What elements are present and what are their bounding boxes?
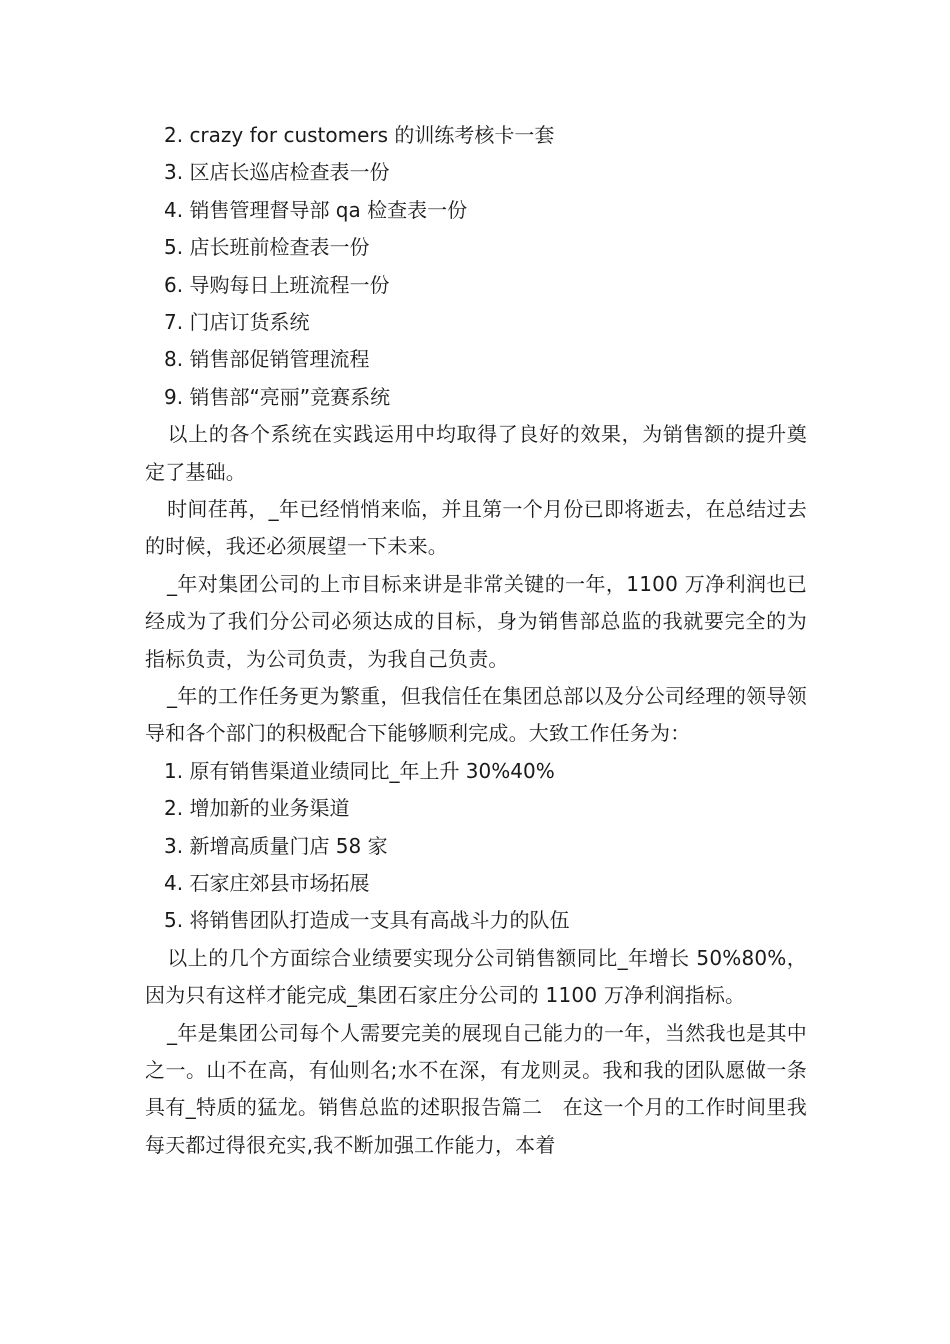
list-item: 5. 将销售团队打造成一支具有高战斗力的队伍: [164, 908, 570, 933]
list-item: 2. 增加新的业务渠道: [164, 796, 350, 821]
paragraph: [145, 678, 807, 753]
list-item: 1. 原有销售渠道业绩同比_年上升 30%40%: [164, 758, 555, 783]
list-item: 3. 区店长巡店检查表一份: [164, 160, 390, 185]
paragraph-text: 以上的各个系统在实践运用中均取得了良好的效果，为销售额的提升奠定了基础。: [145, 422, 807, 484]
paragraph: [145, 491, 807, 566]
paragraph: [145, 940, 807, 1015]
paragraph-text: _年是集团公司每个人需要完美的展现自己能力的一年，当然我也是其中之一。山不在高，有仙则名;水不在深，有龙则灵。我和我的团队愿做一条具有_特质的猛龙。销售总监的述职报告篇二 在这一个月的工作时间里我每天都过得很充实,我不断加强工作能力，本着: [145, 1020, 807, 1157]
paragraph-text: _年的工作任务更为繁重，但我信任在集团总部以及分公司经理的领导领导和各个部门的积极配合下能够顺利完成。大致工作任务为：: [145, 683, 807, 746]
list-item: 6. 导购每日上班流程一份: [164, 272, 390, 297]
list-item: 7. 门店订货系统: [164, 309, 310, 334]
list-item: 3. 新增高质量门店 58 家: [164, 833, 388, 858]
list-item: 5. 店长班前检查表一份: [164, 235, 370, 260]
list-item: 4. 石家庄郊县市场拓展: [164, 870, 370, 895]
list-item: 4. 销售管理督导部 qa 检查表一份: [164, 197, 468, 222]
paragraph: [145, 416, 807, 491]
paragraph-text: _年对集团公司的上市目标来讲是非常关键的一年，1100 万净利润也已经成为了我们分公司必须达成的目标，身为销售部总监的我就要完全的为指标负责，为公司负责，为我自己负责。: [145, 571, 807, 671]
list-item: 8. 销售部促销管理流程: [164, 347, 370, 372]
paragraph-text: 时间荏苒，_年已经悄悄来临，并且第一个月份已即将逝去，在总结过去的时候，我还必须展望一下未来。: [145, 496, 807, 559]
paragraph: [145, 1015, 807, 1165]
list-item: 9. 销售部“亮丽”竞赛系统: [164, 384, 391, 409]
document-body: [145, 117, 807, 1164]
paragraph-text: 以上的几个方面综合业绩要实现分公司销售额同比_年增长 50%80%，因为只有这样才能完成_集团石家庄分公司的 1100 万净利润指标。: [145, 945, 807, 1008]
list-item: 2. crazy for customers 的训练考核卡一套: [164, 123, 555, 147]
paragraph: [145, 566, 807, 678]
